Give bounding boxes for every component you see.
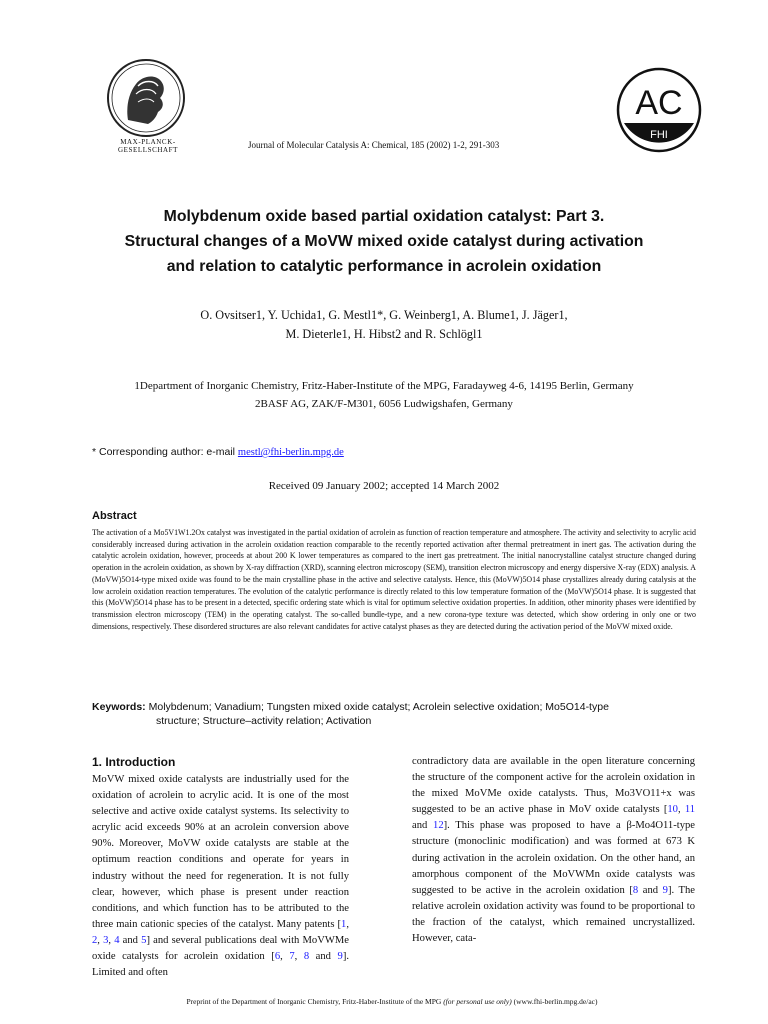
corresponding-email-link[interactable]: mestl@fhi-berlin.mpg.de [237, 447, 344, 458]
footer-italic: (for personal use only) [443, 997, 512, 1006]
page-footer [92, 997, 692, 1006]
authors-line-1: O. Ovsitser1, Y. Uchida1, G. Mestl1*, G. Weinberg1, A. Blume1, J. Jäger1, [200, 308, 568, 322]
journal-reference: Journal of Molecular Catalysis A: Chemical, 185 (2002) 1-2, 291-303 [248, 140, 500, 150]
ref-link[interactable]: 1 [341, 918, 347, 930]
intro-text-c: ]. Limited and often [92, 951, 349, 979]
title-line-3: and relation to catalytic performance in acrolein oxidation [166, 258, 602, 275]
intro-col2-text-c: ]. The relative acrolein oxidation activity was found to be proportional to the fraction of the catalyst, which remained uncrystallized. However, cata- [412, 884, 695, 945]
ref-link[interactable]: 7 [289, 951, 295, 963]
author-list [120, 306, 648, 344]
ref-link[interactable]: 10 [667, 804, 678, 816]
ref-link[interactable]: 11 [684, 804, 696, 816]
abstract-heading: Abstract [92, 510, 137, 522]
intro-col2-text-b: ]. This phase was proposed to have a β-Mo4O11-type structure (monoclinic modification) and was formed at 673 K during activation in the acrolein oxidation. On the other hand, an amorphous component of the MoVWMn oxide catalysts was suggested to be active in the acrolein oxidation [ [412, 820, 695, 896]
title-line-1: Molybdenum oxide based partial oxidation catalyst: Part 3. [163, 208, 605, 225]
introduction-column-1: MoVW mixed oxide catalysts are industrially used for the oxidation of acrolein to acrylic acid. It is one of the most selective and active oxide catalyst systems. Its selectivity to acrylic acid exceeds 90% at an acrolein conversion above 90%. Moreover, MoVW oxide catalysts are stable at the optimum reaction conditions and operate for years in industry without the need for regeneration. It is not fully clear, however, which phase is present under reaction conditions, and which function has to be attributed to the three main cationic species of the catalyst. Many patents [1, 2, 3, 4 and 5] and several publications deal with MoVWMe oxide catalysts for acrolein oxidation [6, 7, 8 and 9]. Limited and often [92, 774, 349, 979]
ac-logo-text: AC [635, 84, 683, 122]
intro-text-b: ] and several publications deal with MoVWMe oxide catalysts for acrolein oxidation [ [92, 934, 349, 963]
introduction-column-2: contradictory data are available in the open literature concerning the structure of the component active for the acrolein oxidation in the mixed MoVMe oxide catalysts. Thus, Mo3VO11+x was suggested to be an active phase in MoV oxide catalysts [10, 11 and 12]. This phase was proposed to have a β-Mo4O11-type structure (monoclinic modification) and was formed at 673 K during activation in the acrolein oxidation. On the other hand, an amorphous component of the MoVWMn oxide catalysts was suggested to be active in the acrolein oxidation [8 and 9]. The relative acrolein oxidation activity was found to be proportional to the fraction of the catalyst, which remained uncrystallized. However, cata- [412, 756, 696, 945]
ac-fhi-logo [616, 67, 702, 153]
ref-link[interactable]: 2 [92, 934, 98, 946]
authors-line-2: M. Dieterle1, H. Hibst2 and R. Schlögl1 [285, 327, 483, 341]
ref-link[interactable]: 8 [303, 951, 310, 963]
introduction-heading: 1. Introduction [92, 755, 176, 769]
ref-link[interactable]: 9 [337, 951, 343, 963]
footer-main: Preprint of the Department of Inorganic Chemistry, Fritz-Haber-Institute of the MPG [186, 997, 442, 1006]
corresponding-label: * Corresponding author: e-mail [92, 446, 235, 458]
keywords [92, 701, 692, 728]
title-line-2: Structural changes of a MoVW mixed oxide catalyst during activation [124, 233, 644, 250]
corresponding-author [92, 446, 652, 458]
max-planck-logo [98, 58, 194, 150]
intro-text-a: MoVW mixed oxide catalysts are industrially used for the oxidation of acrolein to acrylic acid. It is one of the most selective and active oxide catalyst systems. Its selectivity to acrylic acid exceeds 90% at an acrolein conversion above 90%. Moreover, MoVW oxide catalysts are stable at the optimum reaction conditions and operate for years in industry without the need for regeneration. It is not fully clear, however, which phase is present under reaction conditions, and which function has to be attributed to the three main cationic species of the catalyst. Many patents [ [92, 774, 349, 930]
keywords-label: Keywords: [92, 701, 146, 713]
affiliations [60, 377, 708, 413]
affiliation-2: 2BASF AG, ZAK/F-M301, 6056 Ludwigshafen, Germany [255, 398, 513, 410]
abstract-text: The activation of a Mo5V1W1.2Ox catalyst was investigated in the partial oxidation of acrolein as function of reaction temperature and atmosphere. The activity and selectivity to acrylic acid considerably increased during activation in the acrolein oxidation reaction comparable to the recently reported activation after thermal pretreatment in inert gas. The activation during the catalytic acrolein oxidation, however, proceeds at about 200 K lower temperatures as compared to the inert gas pretreatment. The initial nanocrystalline catalyst structure changed during operation in the acrolein oxidation, as shown by X-ray diffraction (XRD), scanning electron microscopy (SEM), transition electron microscopy and energy dispersive X-ray (EDX) analysis. A (MoVW)5O14-type mixed oxide was found to be the main crystalline phase in the active and selective catalysts. Hence, this (MoVW)5O14 phase crystallizes already during catalysis at the low acrolein oxidation reaction temperatures. The evolution of the catalytic performance is directly related to this low temperature formation of the (MoVW)5O14 phase. It is suggested that this (MoVW)5O14 phase has to be present in a detected, specific ordering state which is vital for optimum selective oxidation properties. In addition, other minority phases were identified by transmission electron microscopy (TEM) in the operating catalyst. The so-called bundle-type, and a new corona-type texture was detected, which show ordering in only one or two dimensions, respectively. These disordered structures are also relevant candidates for active catalyst phases as they are detected during the activation period of the MoVW mixed oxide. [92, 528, 696, 631]
keywords-line-2: structure; Structure–activity relation; Activation [156, 714, 372, 727]
fhi-logo-text: FHI [650, 129, 668, 141]
intro-col2-text-a: contradictory data are available in the open literature concerning the structure of the component active for the acrolein oxidation in the mixed MoVMe oxide catalysts. Thus, Mo3VO11+x was suggested to be an active phase in MoV oxide catalysts [ [412, 756, 695, 816]
received-dates: Received 09 January 2002; accepted 14 March 2002 [268, 480, 500, 492]
ref-link[interactable]: 4 [114, 934, 120, 946]
ref-link[interactable]: 3 [103, 934, 109, 946]
paper-title [70, 204, 698, 279]
ref-link[interactable]: 5 [141, 934, 147, 946]
footer-url: (www.fhi-berlin.mpg.de/ac) [513, 997, 598, 1006]
ref-link[interactable]: 6 [274, 951, 281, 963]
ref-link[interactable]: 12 [433, 820, 444, 832]
keywords-line-1: Molybdenum; Vanadium; Tungsten mixed oxide catalyst; Acrolein selective oxidation; Mo5O14-type [148, 701, 609, 713]
mpg-caption: MAX-PLANCK-GESELLSCHAFT [117, 138, 179, 154]
ref-link[interactable]: 9 [662, 884, 668, 896]
ref-link[interactable]: 8 [632, 884, 639, 896]
affiliation-1: 1Department of Inorganic Chemistry, Fritz-Haber-Institute of the MPG, Faradayweg 4-6, 14195 Berlin, Germany [134, 380, 634, 392]
